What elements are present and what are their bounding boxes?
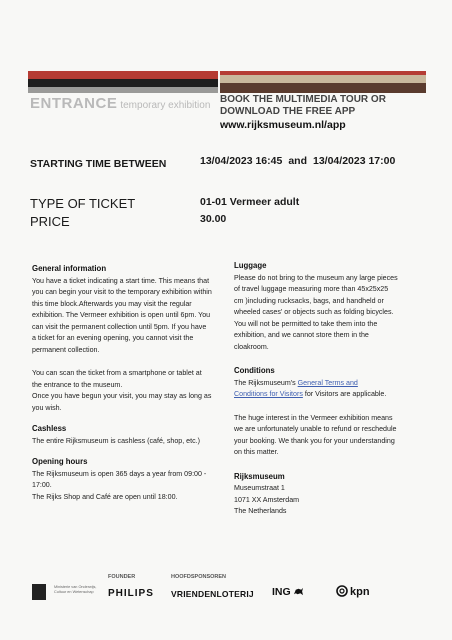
ticket-type-value: 01-01 Vermeer adult <box>200 196 300 208</box>
opening-hours-line: 17:00. <box>32 481 52 489</box>
address-heading: Rijksmuseum <box>234 471 285 481</box>
general-info-line: exhibition. The Vermeer exhibition is open until 6pm. You <box>32 311 211 319</box>
vriendenloterij-logo: VRIENDENLOTERIJ <box>171 589 254 599</box>
luggage-line: wheeled cases' or objects such as folding bicycles. <box>234 308 394 316</box>
start-time-and: and <box>288 155 307 167</box>
scan-info-line: Once you have begun your visit, you may stay as long as <box>32 392 212 400</box>
start-time-from: 13/04/2023 16:45 <box>200 155 283 167</box>
conditions-pre: The Rijksmuseum's <box>234 378 296 387</box>
general-info-line: can visit the permanent collection until 5pm. If you have <box>32 322 207 331</box>
opening-hours-heading: Opening hours <box>32 457 88 466</box>
general-info-line: You have a ticket indicating a start time. This means that <box>32 276 210 285</box>
luggage-heading: Luggage <box>234 261 267 270</box>
scan-info-line: You can scan the ticket from a smartphone or tablet at <box>32 369 202 377</box>
start-time-to: 13/04/2023 17:00 <box>313 155 396 167</box>
price-value: 30.00 <box>200 213 227 225</box>
interest-line: The huge interest in the Vermeer exhibition means <box>234 413 393 422</box>
ing-wordmark: ING <box>272 586 291 598</box>
interest-line: we are unfortunately unable to refund or reschedule <box>234 425 397 433</box>
interest-line: your booking. We thank you for your understanding <box>234 436 395 445</box>
kpn-logo <box>336 585 370 598</box>
kpn-swirl-icon <box>336 585 348 597</box>
conditions-line <box>234 389 420 401</box>
general-info-line: a ticket for an evening opening, you cannot visit the <box>32 334 194 342</box>
app-url-link[interactable]: www.rijksmuseum.nl/app <box>220 119 346 131</box>
kpn-wordmark: kpn <box>350 586 370 598</box>
general-info-heading: General information <box>32 264 107 273</box>
cashless-text: The entire Rijksmuseum is cashless (café, shop, etc.) <box>32 436 200 445</box>
brown-stripe-right <box>220 83 426 93</box>
promo-line-1: BOOK THE MULTIMEDIA TOUR OR <box>220 94 386 105</box>
address-line: Museumstraat 1 <box>234 484 285 492</box>
price-label: PRICE <box>30 214 70 229</box>
header-color-bars <box>28 71 426 93</box>
luggage-line: Please do not bring to the museum any large pieces <box>234 273 398 282</box>
sand-stripe-right <box>220 75 426 83</box>
philips-logo: PHILIPS <box>108 588 154 599</box>
general-info-line: permanent collection. <box>32 345 100 354</box>
luggage-line: cm )including rucksacks, bags, and handheld or <box>234 296 384 305</box>
luggage-line: You will not be permitted to take them into the <box>234 319 378 328</box>
luggage-line: cloakroom. <box>234 342 269 351</box>
government-crest-icon <box>32 584 46 600</box>
conditions-post: for Visitors are applicable. <box>304 390 387 398</box>
founder-label: FOUNDER <box>108 574 136 580</box>
opening-hours-line: The Rijks Shop and Café are open until 18:00. <box>32 492 178 501</box>
start-time-value <box>200 155 395 167</box>
interest-line: on this matter. <box>234 448 279 456</box>
address-line: 1071 XX Amsterdam <box>234 495 300 504</box>
ing-lion-icon <box>293 587 304 596</box>
terms-link-part-1[interactable]: General Terms and <box>297 378 358 387</box>
scan-info-line: you wish. <box>32 403 62 412</box>
ticket-type-label: TYPE OF TICKET <box>30 196 136 211</box>
ing-logo <box>272 586 304 598</box>
sponsors-label: HOOFDSPONSOREN <box>171 574 227 580</box>
cashless-heading: Cashless <box>32 424 67 433</box>
red-stripe-left <box>28 71 218 79</box>
conditions-line <box>234 378 420 390</box>
luggage-line: exhibition, and we cannot store them in the <box>234 331 369 339</box>
general-info-line: you can begin your visit to the temporary exhibition within <box>32 288 212 296</box>
entrance-subtitle: temporary exhibition <box>120 100 211 111</box>
right-info-column <box>234 260 420 518</box>
opening-hours-line: The Rijksmuseum is open 365 days a year from 09:00 - <box>32 469 207 478</box>
conditions-heading: Conditions <box>234 366 275 375</box>
luggage-line: of travel luggage measuring more than 45x25x25 <box>234 285 389 293</box>
general-info-line: this time block.Afterwards you may visit the regular <box>32 299 192 308</box>
start-time-label: STARTING TIME BETWEEN <box>30 158 167 170</box>
left-info-column <box>32 263 224 503</box>
ministry-text: Ministerie van Onderwijs, Cultuur en Wetenschap <box>54 585 97 594</box>
entrance-heading <box>30 95 210 113</box>
entrance-title: ENTRANCE <box>30 95 118 112</box>
black-stripe-left <box>28 79 218 87</box>
sponsor-footer <box>28 568 428 608</box>
promo-line-2: DOWNLOAD THE FREE APP <box>220 106 356 117</box>
address-line: The Netherlands <box>234 507 287 515</box>
terms-link-part-2[interactable]: Conditions for Visitors <box>234 390 303 398</box>
scan-info-line: the entrance to the museum. <box>32 380 123 389</box>
grey-stripe-left <box>28 87 218 93</box>
app-promo <box>220 94 430 131</box>
